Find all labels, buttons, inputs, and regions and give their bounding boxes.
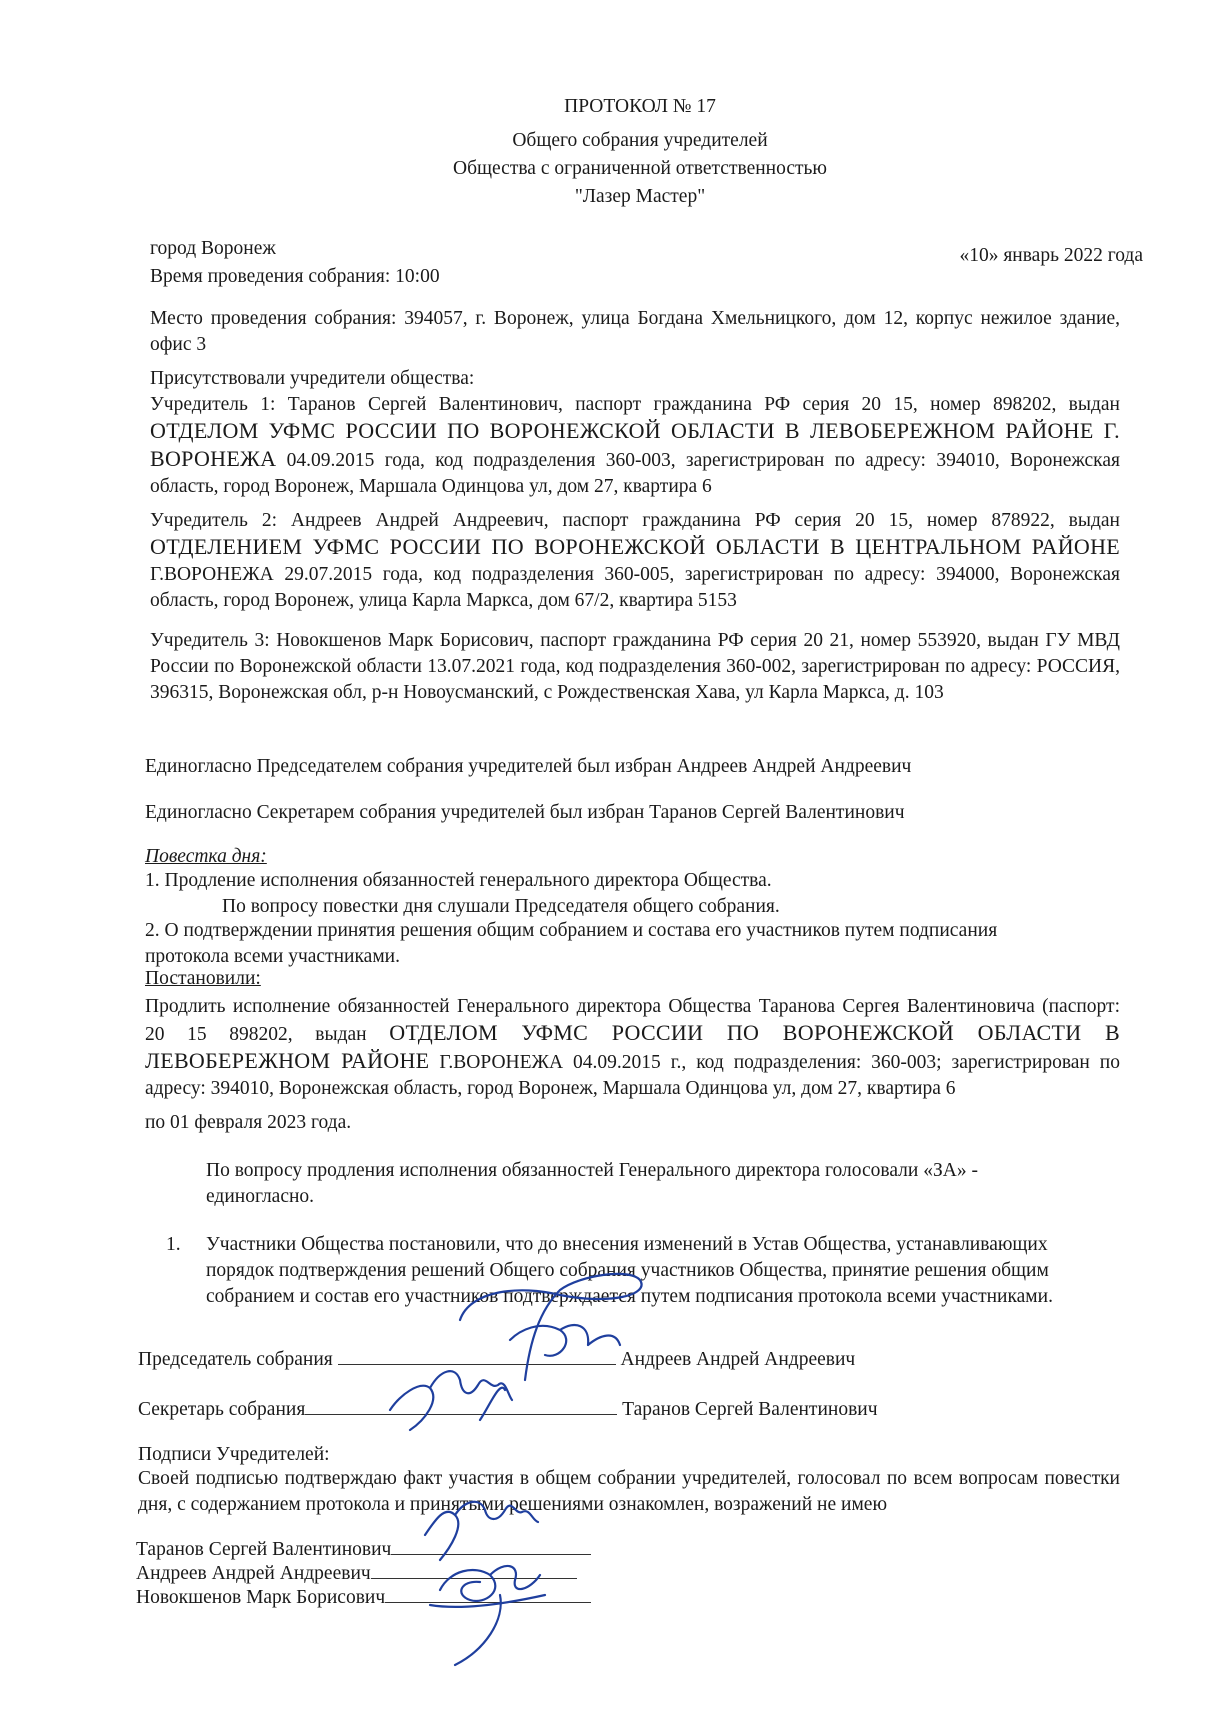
company-name: "Лазер Мастер" (574, 186, 706, 207)
founder-2-intro: Учредитель 2: Андреев Андрей Андреевич, паспорт гражданина РФ серия 20 15, номер 878922, выдан (150, 510, 1120, 531)
chair-election: Единогласно Председателем собрания учредителей был избран Андреев Андрей Андреевич (145, 756, 912, 777)
chair-label: Председатель собрания (138, 1349, 333, 1370)
founder-signature-name-3: Новокшенов Марк Борисович (136, 1587, 386, 1608)
title-line-2: Общего собрания учредителей (512, 130, 768, 151)
founder-2-authority: ОТДЕЛЕНИЕМ УФМС РОССИИ ПО ВОРОНЕЖСКОЙ ОБЛАСТИ В ЦЕНТРАЛЬНОМ РАЙОНЕ (150, 534, 1120, 559)
founder-1-authority: ОТДЕЛОМ УФМС РОССИИ ПО ВОРОНЕЖСКОЙ ОБЛАСТИ В ЛЕВОБЕРЕЖНОМ РАЙОНЕ Г. (150, 418, 1120, 443)
founders-signatures-heading: Подписи Учредителей: (138, 1444, 330, 1465)
title-line-3: Общества с ограниченной ответственностью (453, 158, 827, 179)
founder-1-details: 04.09.2015 года, код подразделения 360-003, зарегистрирован по адресу: 394010, Воронежская область, город Воронеж, Маршала Одинцова ул, дом 27, квартира 6 (150, 450, 1120, 497)
secretary-signature-ink (390, 1371, 512, 1430)
meeting-time: Время проведения собрания: 10:00 (150, 266, 440, 287)
resolution-details: Г.ВОРОНЕЖА 04.09.2015 г., код подразделения: 360-003; зарегистрирован по адресу: 394010, Воронежская область, город Воронеж, Маршала Одинцова ул, дом 27, квартира 6 (145, 1052, 1120, 1099)
founder-signature-name-1: Таранов Сергей Валентинович (136, 1539, 392, 1560)
founders-intro: Присутствовали учредители общества: (150, 368, 475, 389)
vote-result: По вопросу продления исполнения обязанностей Генерального директора голосовали «ЗА» - единогласно. (206, 1160, 978, 1207)
agenda-item-1: 1. Продление исполнения обязанностей генерального директора Общества. (145, 870, 772, 891)
agenda-heading: Повестка дня: (145, 846, 267, 867)
document-title: ПРОТОКОЛ № 17 (564, 96, 716, 117)
secretary-name: Таранов Сергей Валентинович (622, 1399, 878, 1420)
founder-1-city: ВОРОНЕЖА (150, 446, 277, 471)
meeting-place: Место проведения собрания: 394057, г. Воронеж, улица Богдана Хмельницкого, дом 12, корпус нежилое здание, офис 3 (150, 308, 1120, 355)
founder-3: Учредитель 3: Новокшенов Марк Борисович, паспорт гражданина РФ серия 20 21, номер 553920, выдан ГУ МВД России по Воронежской области 13.07.2021 года, код подразделения 360-002, зарегистрирован по адресу: РОССИЯ, 396315, Воронежская обл, р-н Новоусманский, с Рождественская Хава, ул Карла Маркса, д. 103 (150, 630, 1120, 703)
founder-1-intro: Учредитель 1: Таранов Сергей Валентинович, паспорт гражданина РФ серия 20 15, номер 898202, выдан (150, 394, 1120, 415)
point-text: Участники Общества постановили, что до внесения изменений в Устав Общества, устанавливающих порядок подтверждения решений Общего собрания участников Общества, принятие решения общим собранием и состав его участников подтверждается путем подписания протокола всеми участниками. (206, 1234, 1053, 1307)
meeting-city: город Воронеж (150, 238, 276, 259)
founder-andreev-signature-ink (430, 1566, 545, 1665)
chair-signature-ink (460, 1274, 642, 1380)
secretary-election: Единогласно Секретарем собрания учредителей был избран Таранов Сергей Валентинович (145, 802, 905, 823)
founder-signature-name-2: Андреев Андрей Андреевич (136, 1563, 371, 1584)
chair-name: Андреев Андрей Андреевич (620, 1349, 856, 1370)
founder-taranov-signature-ink (425, 1502, 538, 1560)
founders-statement: Своей подписью подтверждаю факт участия в общем собрании учредителей, голосовал по всем вопросам повестки дня, с содержанием протокола и принятыми решениями ознакомлен, возражений не имею (138, 1468, 1120, 1515)
point-number: 1. (166, 1234, 181, 1255)
resolution-until: по 01 февраля 2023 года. (145, 1112, 352, 1133)
founder-2-details: Г.ВОРОНЕЖА 29.07.2015 года, код подразделения 360-005, зарегистрирован по адресу: 394000, Воронежская область, город Воронеж, улица Карла Маркса, дом 67/2, квартира 5153 (150, 564, 1120, 611)
agenda-heard: По вопросу повестки дня слушали Председателя общего собрания. (222, 896, 780, 917)
resolved-heading: Постановили: (145, 968, 261, 989)
meeting-date: «10» январь 2022 года (959, 245, 1143, 266)
resolution-authority: ОТДЕЛОМ УФМС РОССИИ ПО ВОРОНЕЖСКОЙ ОБЛАСТИ В ЛЕВОБЕРЕЖНОМ РАЙОНЕ (145, 1020, 1120, 1073)
resolution-intro: Продлить исполнение обязанностей Генерального директора Общества Таранова Сергея Валентиновича (паспорт: 20 15 898202, выдан (145, 996, 1120, 1045)
agenda-item-2: 2. О подтверждении принятия решения общим собранием и состава его участников путем подписания протокола всеми участниками. (145, 920, 998, 967)
secretary-label: Секретарь собрания (138, 1399, 306, 1420)
